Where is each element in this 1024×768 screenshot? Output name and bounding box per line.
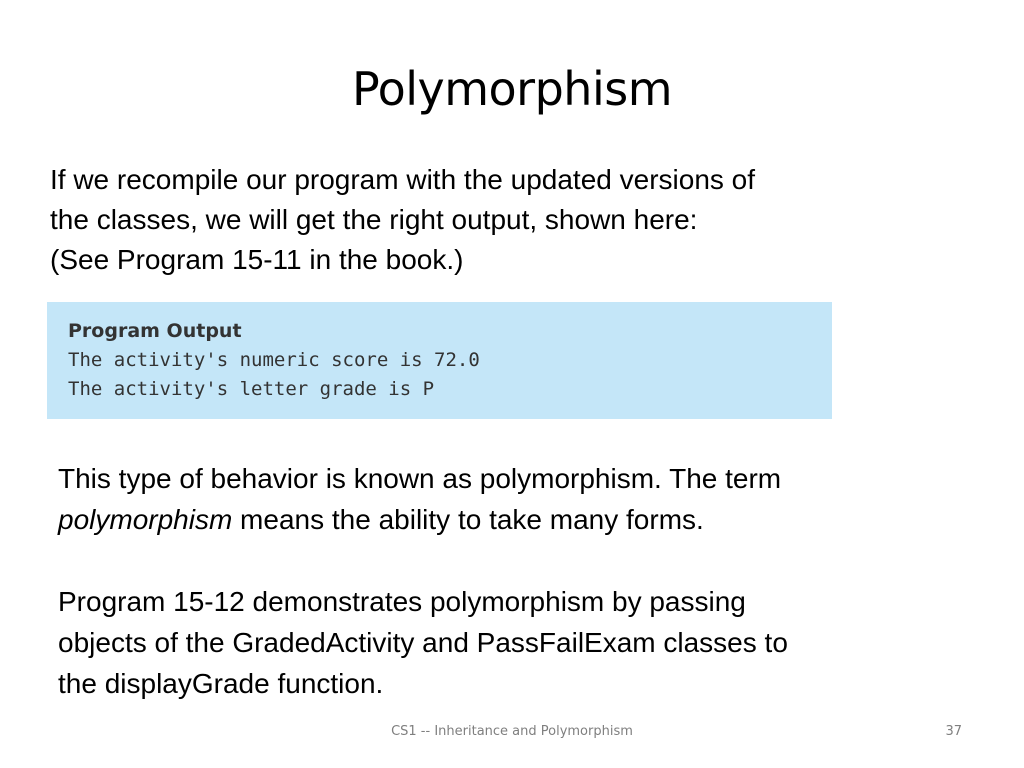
slide-title: Polymorphism: [351, 62, 673, 116]
program-output-heading: Program Output: [68, 320, 242, 342]
footer-text: CS1 -- Inheritance and Polymorphism: [391, 724, 633, 739]
program-output-line: The activity's letter grade is P: [68, 378, 435, 400]
paragraph-2-line-2: objects of the GradedActivity and PassFailExam classes to: [58, 627, 788, 658]
paragraph-spacer: [58, 540, 998, 581]
paragraph-2-line-3: the displayGrade function.: [58, 668, 384, 699]
intro-line: If we recompile our program with the updated versions of: [50, 164, 756, 195]
intro-line: the classes, we will get the right output, shown here:: [50, 204, 698, 235]
paragraph-1-line-2-rest: means the ability to take many forms.: [232, 504, 704, 535]
program-output-box: [47, 302, 832, 419]
program-output-line: The activity's numeric score is 72.0: [68, 349, 480, 371]
paragraph-1-line-1: This type of behavior is known as polymorphism. The term: [58, 463, 782, 494]
polymorphism-term: polymorphism: [58, 504, 233, 535]
slide-number: 37: [945, 724, 962, 739]
body-text: [58, 458, 998, 704]
paragraph-1-line-2: [58, 499, 998, 540]
paragraph-2-line-1: Program 15-12 demonstrates polymorphism by passing: [58, 586, 746, 617]
intro-text: [50, 160, 950, 280]
intro-line: (See Program 15-11 in the book.): [50, 244, 464, 275]
